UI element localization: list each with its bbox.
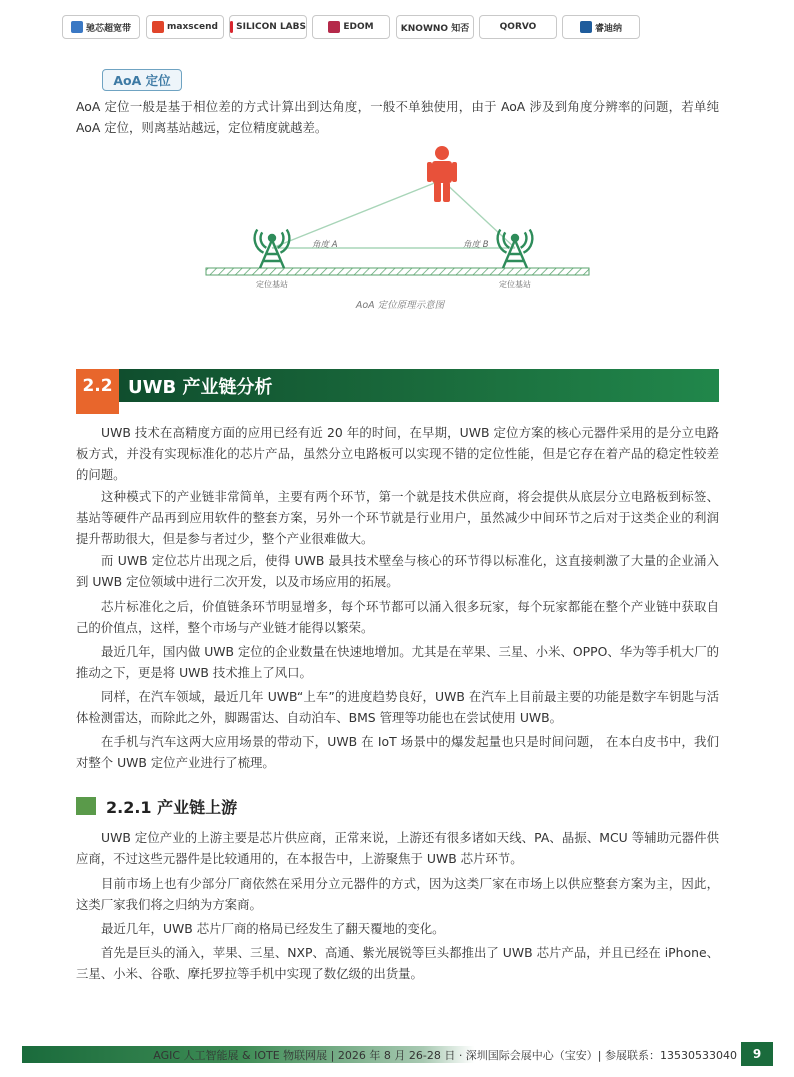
subsection-paragraph: 目前市场上也有少部分厂商依然在采用分立元器件的方式，因为这类厂家在市场上以供应整套方案为主，因此，这类厂家我们将之归纳为方案商。 — [76, 876, 719, 912]
sponsor-logo-bar — [0, 0, 794, 56]
sponsor-logo: maxscend — [146, 15, 224, 39]
subsection-marker — [76, 797, 96, 815]
section-paragraph: 同样，在汽车领域，最近几年 UWB“上车”的进度趋势良好，UWB 在汽车上目前最主要的功能是数字车钥匙与活体检测雷达，而除此之外，脚踢雷达、自动泊车、BMS 管理等功能也在尝试使用 UWB。 — [76, 689, 719, 725]
section-paragraph: 这种模式下的产业链非常简单，主要有两个环节，第一个就是技术供应商，将会提供从底层分立电路板到标签、基站等硬件产品再到应用软件的整套方案，另外一个环节就是行业用户，虽然减少中间环节之后对于这类企业的利润提升帮助很大，但是参与者过少，整个产业很难做大。 — [76, 489, 719, 546]
subsection-paragraph: UWB 定位产业的上游主要是芯片供应商，正常来说，上游还有很多诸如天线、PA、晶振、MCU 等辅助元器件供应商，不过这些元器件是比较通用的，在本报告中，上游聚焦于 UWB 芯片环节。 — [76, 830, 719, 866]
sponsor-logo: EDOM — [312, 15, 390, 39]
sponsor-logo: KNOWNO 知否 — [396, 15, 474, 39]
subsection-paragraph: 最近几年，UWB 芯片厂商的格局已经发生了翻天覆地的变化。 — [101, 921, 445, 936]
section-paragraph: 最近几年，国内做 UWB 定位的企业数量在快速地增加。尤其是在苹果、三星、小米、OPPO、华为等手机大厂的推动之下，更是将 UWB 技术推上了风口。 — [76, 644, 719, 680]
logo-mark-icon — [230, 21, 233, 33]
section-paragraph: 芯片标准化之后，价值链条环节明显增多，每个环节都可以涌入很多玩家，每个玩家都能在整个产业链中获取自己的价值点，这样，整个市场与产业链才能得以繁荣。 — [76, 599, 719, 635]
ground-strip — [206, 268, 589, 275]
station-left-label: 定位基站 — [256, 280, 288, 289]
aoa-diagram — [200, 140, 595, 320]
page-number: 9 — [741, 1042, 773, 1066]
logo-mark-icon — [71, 21, 83, 33]
sponsor-logo: 驰芯超宽带 — [62, 15, 140, 39]
section-number: 2.2 — [82, 375, 113, 396]
diagram-caption: AoA 定位原理示意图 — [355, 300, 445, 311]
sponsor-logo: 睿迪纳 — [562, 15, 640, 39]
section-paragraph: 而 UWB 定位芯片出现之后，使得 UWB 最具技术壁垒与核心的环节得以标准化，这直接刺激了大量的企业涌入到 UWB 定位领域中进行二次开发，以及市场应用的拓展。 — [76, 553, 719, 589]
subsection-paragraph: 首先是巨头的涌入，苹果、三星、NXP、高通、紫光展锐等巨头都推出了 UWB 芯片产品，并且已经在 iPhone、三星、小米、谷歌、摩托罗拉等手机中实现了数亿级的出货量。 — [76, 945, 719, 981]
section-paragraph: 在手机与汽车这两大应用场景的带动下，UWB 在 IoT 场景中的爆发起量也只是时间问题， 在本白皮书中，我们对整个 UWB 定位产业进行了梳理。 — [76, 734, 719, 770]
aoa-paragraph: AoA 定位一般是基于相位差的方式计算出到达角度，一般不单独使用，由于 AoA 涉及到角度分辨率的问题，若单纯 AoA 定位，则离基站越远，定位精度就越差。 — [76, 99, 719, 135]
signal-line-left — [272, 180, 442, 248]
station-right-label: 定位基站 — [499, 280, 531, 289]
subsection-title: 2.2.1 产业链上游 — [106, 798, 238, 817]
footer-text: AGIC 人工智能展 & IOTE 物联网展 | 2026 年 8 月 26-28 日 · 深圳国际会展中心（宝安）| 参展联系：13530533040 — [153, 1048, 737, 1062]
aoa-diagram-svg — [200, 140, 595, 300]
logo-mark-icon — [580, 21, 592, 33]
angle-a-label: 角度 A — [312, 240, 338, 250]
section-number-badge-tail — [76, 402, 118, 414]
angle-b-label: 角度 B — [463, 240, 489, 250]
section-title: UWB 产业链分析 — [128, 376, 273, 398]
logo-mark-icon — [328, 21, 340, 33]
logo-mark-icon — [152, 21, 164, 33]
base-station-left-icon — [252, 230, 292, 268]
sponsor-logo: QORVO — [479, 15, 557, 39]
aoa-tag: AoA 定位 — [102, 69, 182, 91]
person-icon — [427, 146, 457, 202]
section-paragraph: UWB 技术在高精度方面的应用已经有近 20 年的时间，在早期，UWB 定位方案的核心元器件采用的是分立电路板方式，并没有实现标准化的芯片产品，虽然分立电路板可以实现不错的定位性能，但是它存在着产品的稳定性较差的问题。 — [76, 425, 719, 482]
sponsor-logo: SILICON LABS — [229, 15, 307, 39]
